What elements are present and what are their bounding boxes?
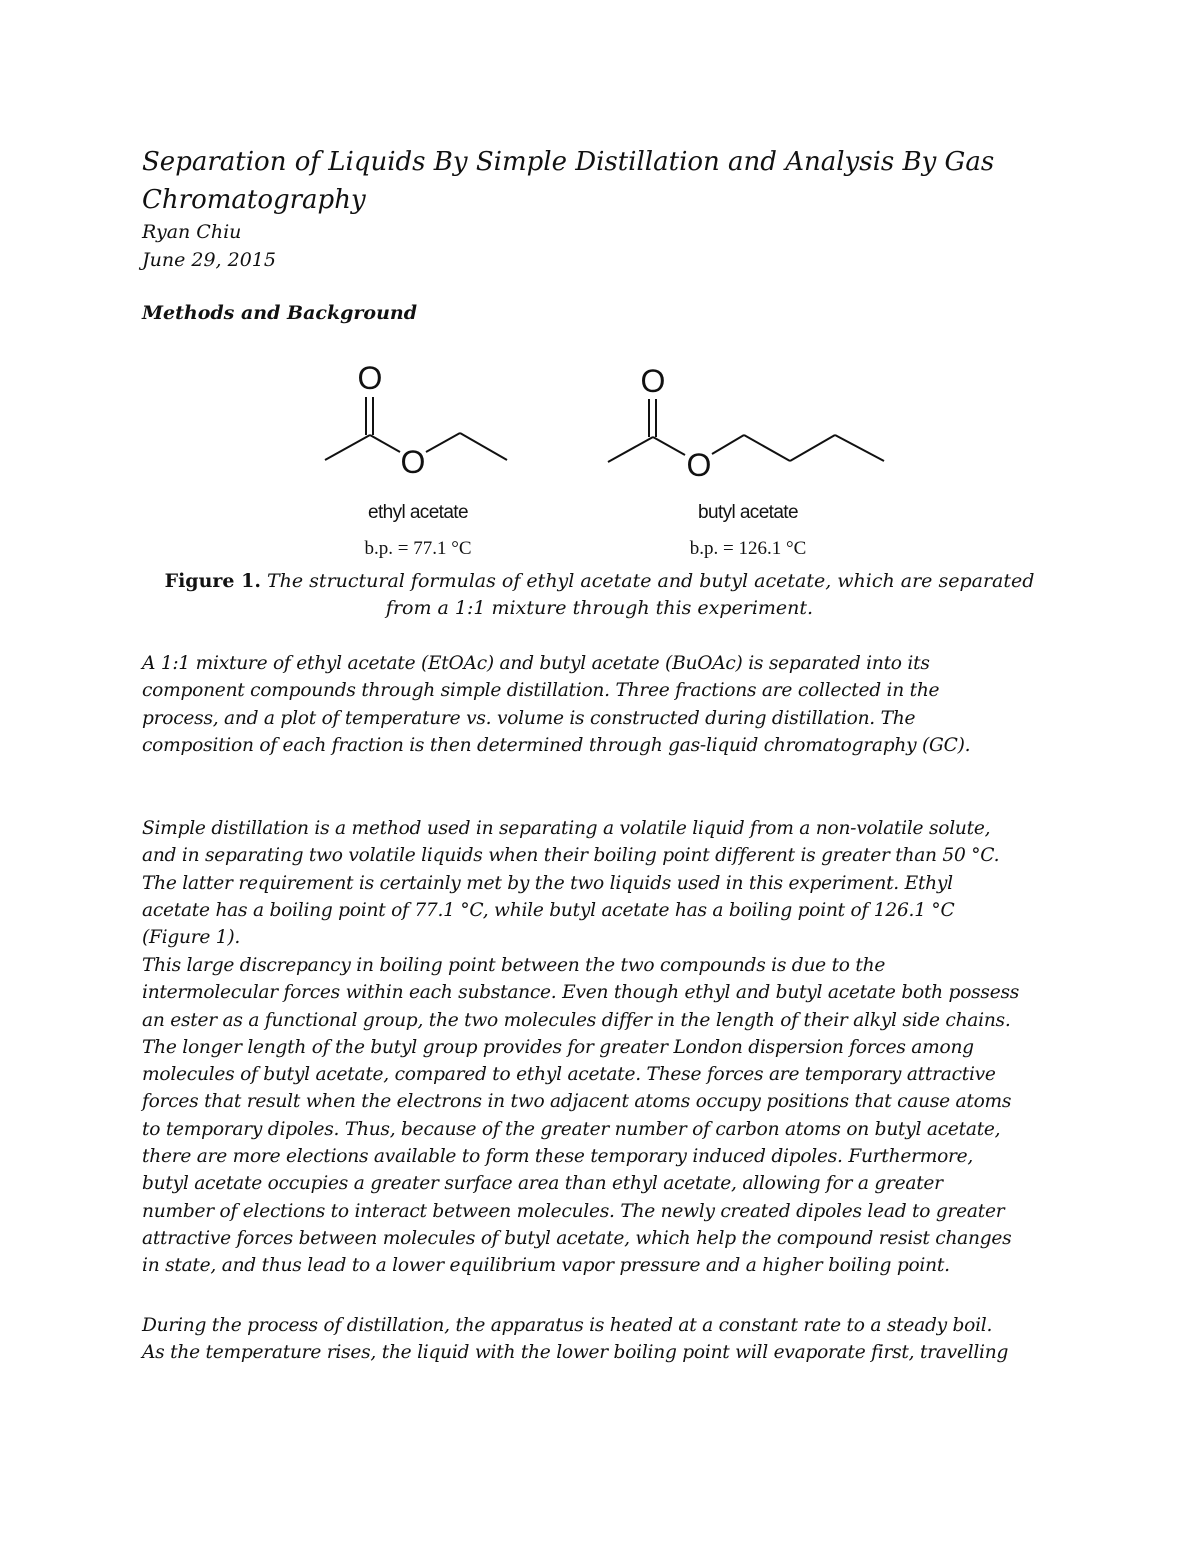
paragraph-line: forces that result when the electrons in two adjacent atoms occupy positions that cause atoms	[142, 1091, 1012, 1113]
document-author: Ryan Chiu	[142, 221, 242, 243]
paragraph-line: As the temperature rises, the liquid with the lower boiling point will evaporate first, travelling	[142, 1342, 1009, 1364]
paragraph-line: molecules of butyl acetate, compared to ethyl acetate. These forces are temporary attractive	[142, 1064, 996, 1086]
ethyl-ester-oxygen: O	[400, 444, 426, 480]
paragraph-line: an ester as a functional group, the two molecules differ in the length of their alkyl side chains.	[142, 1009, 1011, 1031]
butyl-co-bond	[653, 437, 685, 455]
paragraph-line: The latter requirement is certainly met by the two liquids used in this experiment. Ethyl	[142, 872, 953, 894]
butyl-methyl-bond	[608, 437, 653, 462]
paragraph-line: and in separating two volatile liquids when their boiling point different is greater than 50 °C.	[142, 845, 1000, 867]
butyl-ester-oxygen: O	[686, 447, 712, 483]
paragraph-line: number of elections to interact between molecules. The newly created dipoles lead to greater	[142, 1200, 1005, 1222]
ethyl-carbonyl-oxygen: O	[357, 360, 383, 396]
ethyl-acetate-bp: b.p. = 77.1 °C	[364, 538, 472, 559]
butyl-acetate-bp: b.p. = 126.1 °C	[689, 538, 807, 559]
figure-caption-label: Figure 1.	[164, 570, 261, 592]
paragraph-line: to temporary dipoles. Thus, because of the greater number of carbon atoms on butyl acetate,	[142, 1118, 1001, 1140]
paragraph-3	[142, 952, 1062, 1280]
butyl-acetate-label: butyl acetate	[698, 502, 798, 523]
butyl-carbonyl-oxygen: O	[640, 363, 666, 399]
paragraph-line: This large discrepancy in boiling point between the two compounds is due to the	[142, 955, 886, 976]
paragraph-2	[142, 815, 1062, 951]
paragraph-line: component compounds through simple distillation. Three fractions are collected in the	[142, 680, 940, 702]
butyl-acetate-structure	[608, 399, 884, 462]
ethyl-acetate-label: ethyl acetate	[368, 502, 468, 523]
structural-formulas-figure	[300, 355, 900, 565]
figure-caption-text: The structural formulas of ethyl acetate and butyl acetate, which are separated from a 1:1 mixture through this experiment.	[266, 570, 1035, 619]
butyl-cc-bond-1	[744, 435, 790, 461]
section-heading: Methods and Background	[142, 302, 417, 324]
paragraph-1	[142, 650, 1062, 759]
ethyl-oc-bond	[426, 433, 460, 452]
paragraph-line: (Figure 1).	[142, 927, 241, 949]
paragraph-line: composition of each fraction is then determined through gas-liquid chromatography (GC).	[142, 734, 971, 756]
paragraph-line: butyl acetate occupies a greater surface area than ethyl acetate, allowing for a greater	[142, 1173, 943, 1195]
butyl-oc-bond	[712, 435, 744, 454]
paragraph-line: attractive forces between molecules of butyl acetate, which help the compound resist changes	[142, 1227, 1012, 1249]
paragraph-line: Simple distillation is a method used in separating a volatile liquid from a non-volatile solute,	[142, 818, 991, 839]
figure-caption	[142, 568, 1057, 622]
ethyl-co-bond	[370, 435, 400, 452]
paragraph-line: During the process of distillation, the apparatus is heated at a constant rate to a steady boil.	[142, 1315, 993, 1336]
document-title: Separation of Liquids By Simple Distillation and Analysis By Gas Chromatography	[142, 147, 995, 215]
paragraph-line: A 1:1 mixture of ethyl acetate (EtOAc) and butyl acetate (BuOAc) is separated into its	[142, 653, 930, 674]
butyl-cc-bond-3	[835, 435, 884, 461]
butyl-cc-bond-2	[790, 435, 835, 461]
ethyl-methyl-bond	[325, 435, 370, 460]
paragraph-line: in state, and thus lead to a lower equilibrium vapor pressure and a higher boiling point.	[142, 1255, 950, 1277]
paragraph-line: acetate has a boiling point of 77.1 °C, while butyl acetate has a boiling point of 126.1 °C	[142, 899, 955, 921]
ethyl-cc-bond	[460, 433, 507, 460]
paragraph-4	[142, 1312, 1062, 1367]
paragraph-line: The longer length of the butyl group provides for greater London dispersion forces among	[142, 1036, 974, 1058]
paragraph-line: intermolecular forces within each substance. Even though ethyl and butyl acetate both possess	[142, 982, 1020, 1004]
document-date: June 29, 2015	[142, 249, 276, 271]
paragraph-line: there are more elections available to form these temporary induced dipoles. Furthermore,	[142, 1146, 974, 1168]
paragraph-line: process, and a plot of temperature vs. volume is constructed during distillation. The	[142, 707, 916, 729]
